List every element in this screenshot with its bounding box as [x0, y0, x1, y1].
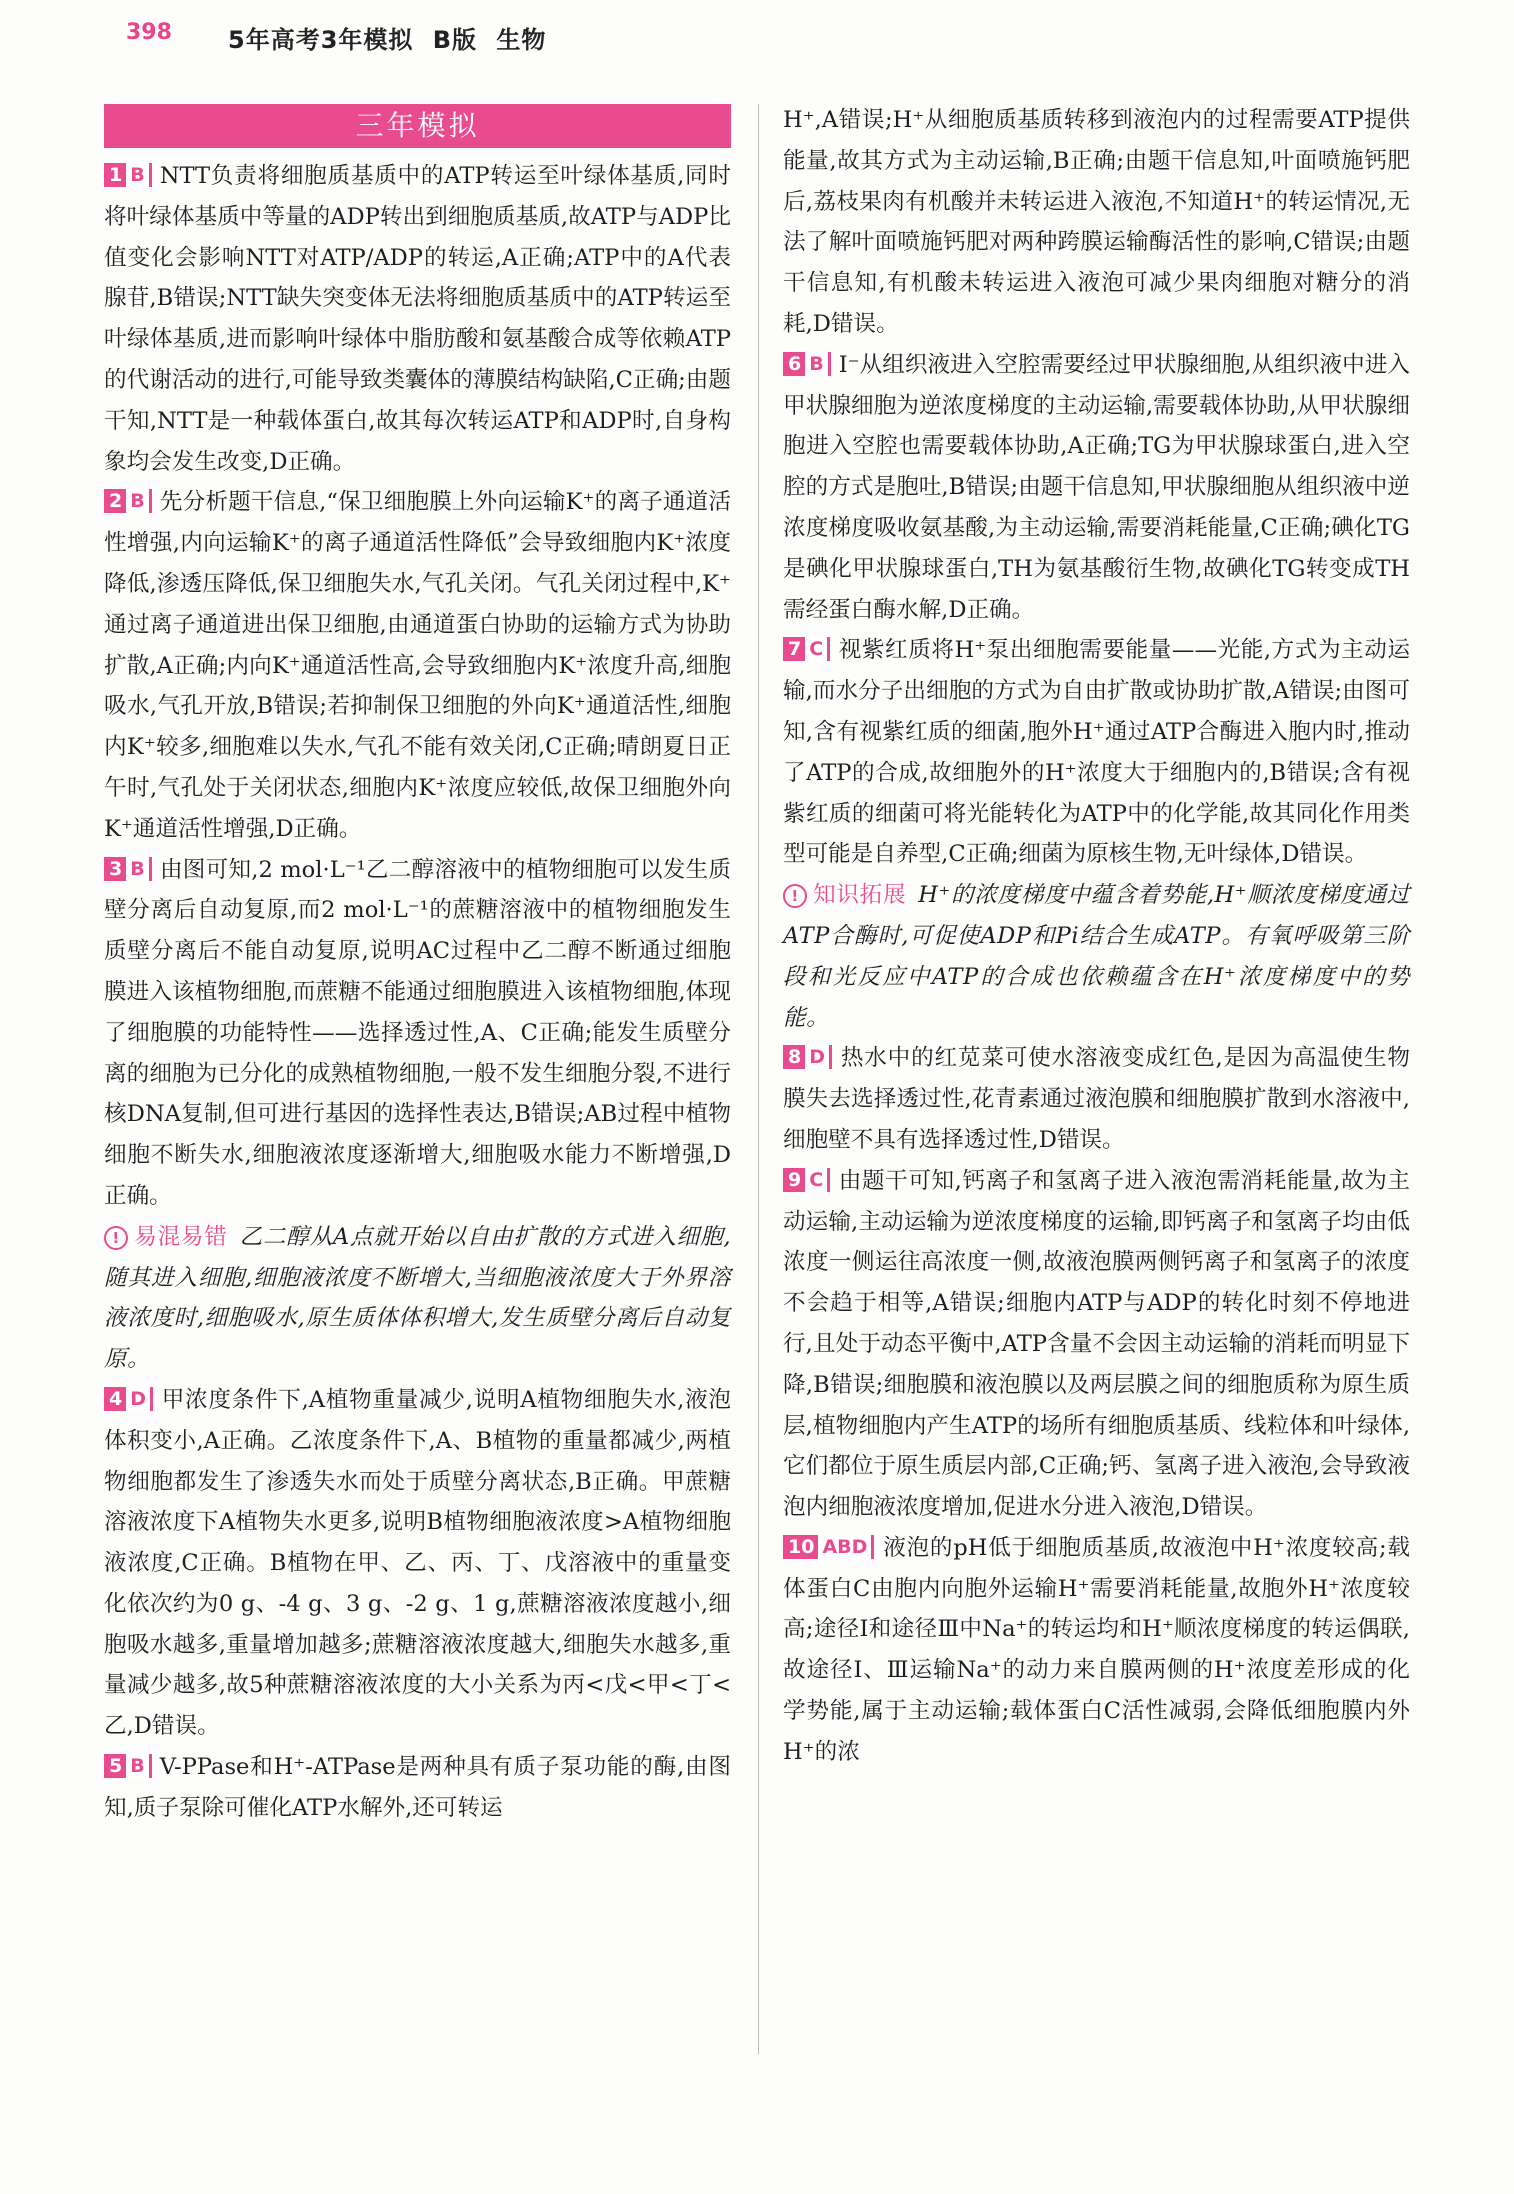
answer-badge: 6 B	[783, 352, 831, 376]
answer-text: 由题干可知,钙离子和氢离子进入液泡需消耗能量,故为主动运输,主动运输为逆浓度梯度的运输,即钙离子和氢离子均由低浓度一侧运往高浓度一侧,故液泡膜两侧钙离子和氢离子的浓度不会趋于相等,A错误;细胞内ATP与ADP的转化时刻不停地进行,且处于动态平衡中,ATP含量不会因主动运输的消耗而明显下降,B错误;细胞膜和液泡膜以及两层膜之间的细胞质称为原生质层,植物细胞内产生ATP的场所有细胞质基质、线粒体和叶绿体,它们都位于原生质层内部,C正确;钙、氢离子进入液泡,会导致液泡内细胞液浓度增加,促进水分进入液泡,D错误。	[783, 1167, 1410, 1521]
answer-item	[104, 156, 731, 482]
answer-badge: 2 B	[104, 489, 152, 513]
left-column	[104, 100, 731, 1829]
answer-badge: 5 B	[104, 1754, 152, 1778]
tip-text: H⁺的浓度梯度中蕴含着势能,H⁺顺浓度梯度通过ATP合酶时,可促使ADP和Pi结合生成ATP。有氧呼吸第三阶段和光反应中ATP的合成也依赖蕴含在H⁺浓度梯度中的势能。	[783, 882, 1411, 1031]
page-number: 398	[126, 20, 172, 45]
answer-item	[783, 345, 1410, 631]
answer-continuation: H⁺,A错误;H⁺从细胞质基质转移到液泡内的过程需要ATP提供能量,故其方式为主动运输,B正确;由题干信息知,叶面喷施钙肥后,荔枝果肉有机酸并未转运进入液泡,不知道H⁺的转运情况,无法了解叶面喷施钙肥对两种跨膜运输酶活性的影响,C错误;由题干信息知,有机酸未转运进入液泡可减少果肉细胞对糖分的消耗,D错误。	[783, 107, 1410, 337]
answer-item	[783, 630, 1410, 875]
answer-item	[104, 850, 731, 1217]
answer-item	[783, 1038, 1410, 1160]
answer-item	[783, 1161, 1410, 1528]
tip-note	[104, 1217, 731, 1380]
column-divider	[758, 104, 759, 2054]
answer-badge: 4 D	[104, 1387, 153, 1411]
answer-text: I⁻从组织液进入空腔需要经过甲状腺细胞,从组织液中进入甲状腺细胞为逆浓度梯度的主动运输,需要载体协助,从甲状腺细胞进入空腔也需要载体协助,A正确;TG为甲状腺球蛋白,进入空腔的方式是胞吐,B错误;由题干信息知,甲状腺细胞从组织液中逆浓度梯度吸收氨基酸,为主动运输,需要消耗能量,C正确;碘化TG是碘化甲状腺球蛋白,TH为氨基酸衍生物,故碘化TG转变成TH需经蛋白酶水解,D正确。	[783, 351, 1410, 623]
right-column	[783, 100, 1410, 1773]
section-banner: 三年模拟	[104, 104, 731, 148]
answer-text: 视紫红质将H⁺泵出细胞需要能量——光能,方式为主动运输,而水分子出细胞的方式为自由扩散或协助扩散,A错误;由图可知,含有视紫红质的细菌,胞外H⁺通过ATP合酶进入胞内时,推动了ATP的合成,故细胞外的H⁺浓度大于细胞内的,B错误;含有视紫红质的细菌可将光能转化为ATP中的化学能,故其同化作用类型可能是自养型,C正确;细菌为原核生物,无叶绿体,D错误。	[783, 637, 1410, 868]
exclamation-icon: !	[104, 1226, 128, 1250]
answer-badge: 3 B	[104, 857, 152, 881]
answer-badge: 1 B	[104, 163, 152, 187]
answer-text: 热水中的红苋菜可使水溶液变成红色,是因为高温使生物膜失去选择透过性,花青素通过液泡膜和细胞膜扩散到水溶液中,细胞壁不具有选择透过性,D错误。	[783, 1045, 1410, 1153]
tip-note	[783, 875, 1410, 1038]
answer-badge: 10 ABD	[783, 1535, 874, 1559]
answer-badge: 9 C	[783, 1168, 830, 1192]
answer-text: 液泡的pH低于细胞质基质,故液泡中H⁺浓度较高;载体蛋白C由胞内向胞外运输H⁺需要消耗能量,故胞外H⁺浓度较高;途径Ⅰ和途径Ⅲ中Na⁺的转运均和H⁺顺浓度梯度的转运偶联,故途径Ⅰ、Ⅲ运输Na⁺的动力来自膜两侧的H⁺浓度差形成的化学势能,属于主动运输;载体蛋白C活性减弱,会降低细胞膜内外H⁺的浓	[783, 1534, 1410, 1765]
answer-item	[783, 1528, 1410, 1773]
answer-item	[104, 482, 731, 849]
tip-text: 乙二醇从A点就开始以自由扩散的方式进入细胞,随其进入细胞,细胞液浓度不断增大,当细胞液浓度大于外界溶液浓度时,细胞吸水,原生质体体积增大,发生质壁分离后自动复原。	[104, 1223, 731, 1373]
answer-text: 甲浓度条件下,A植物重量减少,说明A植物细胞失水,液泡体积变小,A正确。乙浓度条件下,A、B植物的重量都减少,两植物细胞都发生了渗透失水而处于质壁分离状态,B正确。甲蔗糖溶液浓度下A植物失水更多,说明B植物细胞液浓度>A植物细胞液浓度,C正确。B植物在甲、乙、丙、丁、戊溶液中的重量变化依次约为0 g、-4 g、3 g、-2 g、1 g,蔗糖溶液浓度越小,细胞吸水越多,重量增加越多;蔗糖溶液浓度越大,细胞失水越多,重量减少越多,故5种蔗糖溶液浓度的大小关系为丙<戊<甲<丁<乙,D错误。	[104, 1386, 731, 1740]
answer-text: 先分析题干信息,“保卫细胞膜上外向运输K⁺的离子通道活性增强,内向运输K⁺的离子通道活性降低”会导致细胞内K⁺浓度降低,渗透压降低,保卫细胞失水,气孔关闭。气孔关闭过程中,K⁺通过离子通道进出保卫细胞,由通道蛋白协助的运输方式为协助扩散,A正确;内向K⁺通道活性高,会导致细胞内K⁺浓度升高,细胞吸水,气孔开放,B错误;若抑制保卫细胞的外向K⁺通道活性,细胞内K⁺较多,细胞难以失水,气孔不能有效关闭,C正确;晴朗夏日正午时,气孔处于关闭状态,细胞内K⁺浓度应较低,故保卫细胞外向K⁺通道活性增强,D正确。	[104, 489, 731, 842]
answer-badge: 7 C	[783, 637, 830, 661]
answer-badge: 8 D	[783, 1045, 832, 1069]
answer-text: V-PPase和H⁺-ATPase是两种具有质子泵功能的酶,由图知,质子泵除可催化ATP水解外,还可转运	[104, 1754, 731, 1821]
tip-tag: ! 知识拓展	[783, 882, 906, 908]
book-title: 5年高考3年模拟 B版 生物	[228, 26, 547, 54]
tip-tag: ! 易混易错	[104, 1224, 228, 1250]
page-header	[0, 0, 1514, 70]
answer-text: NTT负责将细胞质基质中的ATP转运至叶绿体基质,同时将叶绿体基质中等量的ADP转出到细胞质基质,故ATP与ADP比值变化会影响NTT对ATP/ADP的转运,A正确;ATP中的A代表腺苷,B错误;NTT缺失突变体无法将细胞质基质中的ATP转运至叶绿体基质,进而影响叶绿体中脂肪酸和氨基酸合成等依赖ATP的代谢活动的进行,可能导致类囊体的薄膜结构缺陷,C正确;由题干知,NTT是一种载体蛋白,故其每次转运ATP和ADP时,自身构象均会发生改变,D正确。	[104, 163, 731, 475]
exclamation-icon: !	[783, 884, 807, 908]
answer-item	[104, 1380, 731, 1747]
answer-item	[104, 1747, 731, 1829]
answer-text: 由图可知,2 mol·L⁻¹乙二醇溶液中的植物细胞可以发生质壁分离后自动复原,而2 mol·L⁻¹的蔗糖溶液中的植物细胞发生质壁分离后不能自动复原,说明AC过程中乙二醇不断通过细胞膜进入该植物细胞,而蔗糖不能通过细胞膜进入该植物细胞,体现了细胞膜的功能特性——选择透过性,A、C正确;能发生质壁分离的细胞为已分化的成熟植物细胞,一般不发生细胞分裂,不进行核DNA复制,但可进行基因的选择性表达,B错误;AB过程中植物细胞不断失水,细胞液浓度逐渐增大,细胞吸水能力不断增强,D正确。	[104, 856, 731, 1209]
